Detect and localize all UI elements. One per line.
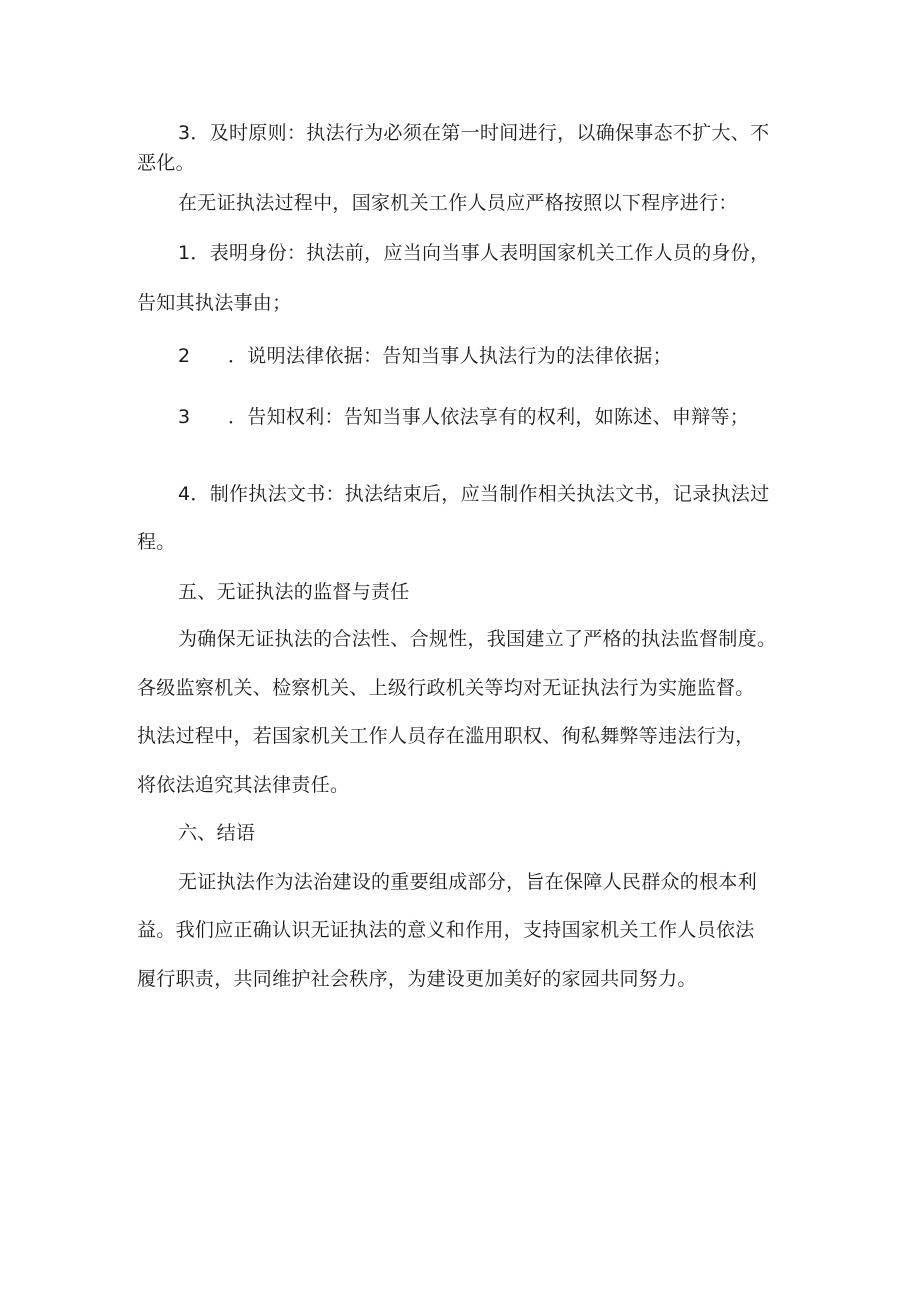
section-heading: 六、结语 [178,822,256,844]
text-line: 将依法追究其法律责任。 [137,774,350,796]
text-line: 执法过程中，若国家机关工作人员存在滥用职权、徇私舞弊等违法行为， [137,725,755,747]
list-number: 2 [178,345,191,367]
text-line: 各级监察机关、检察机关、上级行政机关等均对无证执法行为实施监督。 [137,677,755,699]
text-line: ．说明法律依据：告知当事人执法行为的法律依据； [228,345,672,367]
text-line: 程。 [137,531,176,553]
text-line: ．告知权利：告知当事人依法享有的权利，如陈述、申辩等； [228,406,750,428]
list-number: 3 [178,406,191,428]
text-line: 恶化。 [137,152,195,174]
text-line: 1．表明身份：执法前，应当向当事人表明国家机关工作人员的身份， [178,242,770,264]
text-line: 4．制作执法文书：执法结束后，应当制作相关执法文书，记录执法过 [178,483,770,505]
section-heading: 五、无证执法的监督与责任 [178,581,410,603]
text-line: 告知其执法事由； [137,292,292,314]
text-line: 无证执法作为法治建设的重要组成部分，旨在保障人民群众的根本利 [178,871,758,893]
text-line: 3．及时原则：执法行为必须在第一时间进行，以确保事态不扩大、不 [178,122,770,144]
text-line: 为确保无证执法的合法性、合规性，我国建立了严格的执法监督制度。 [178,628,777,650]
text-line: 履行职责，共同维护社会秩序，为建设更加美好的家园共同努力。 [137,968,697,990]
text-line: 在无证执法过程中，国家机关工作人员应严格按照以下程序进行： [178,192,738,214]
text-line: 益。我们应正确认识无证执法的意义和作用，支持国家机关工作人员依法 [137,919,755,941]
